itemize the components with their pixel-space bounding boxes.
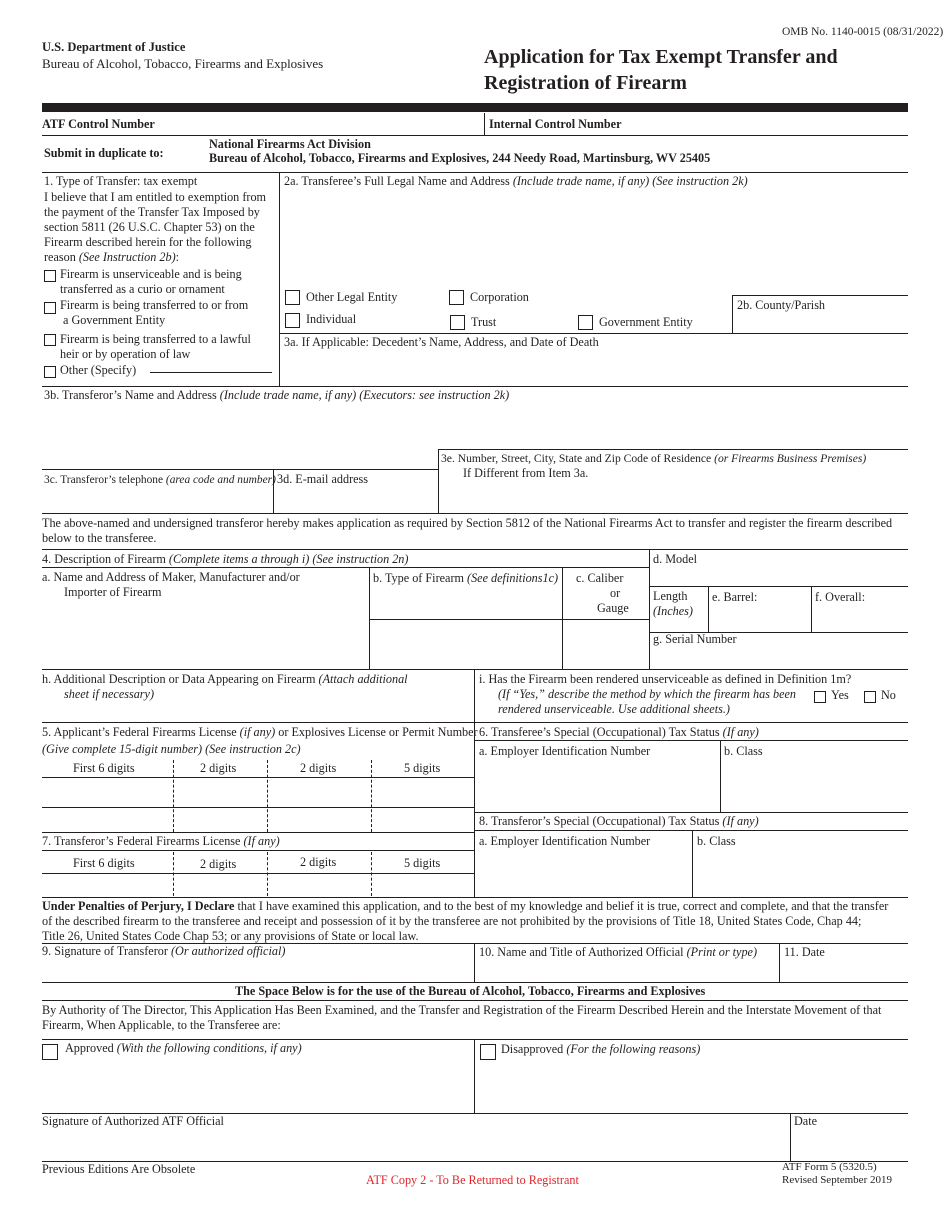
item3d-label: 3d. E-mail address (277, 472, 369, 486)
other-specify-field[interactable] (150, 372, 272, 373)
additional-description-label: h. Additional Description or Data Appearing on Firearm (Attach additional (42, 672, 408, 686)
government-entity-label: Government Entity (599, 315, 693, 329)
opt3-label: Firearm is being transferred to a lawful (60, 332, 251, 346)
trust-label: Trust (471, 315, 497, 329)
item3c-label: 3c. Transferor’s telephone (area code and number) (44, 474, 276, 486)
item6-label: 6. Transferee’s Special (Occupational) Tax Status (If any) (479, 725, 759, 739)
government-transfer-checkbox[interactable] (44, 302, 56, 314)
length-label: Length (653, 589, 688, 603)
individual-checkbox[interactable] (285, 313, 300, 328)
form-title-line2: Registration of Firearm (484, 72, 687, 94)
ffl5-col: 2 digits (200, 761, 237, 775)
item8-ein-label: a. Employer Identification Number (479, 834, 651, 848)
caliber-gauge: Gauge (597, 601, 629, 615)
perjury-statement-3: Title 26, United States Code Chap 53; or any provisions of State or local law. (42, 929, 419, 943)
atf-copy-notice: ATF Copy 2 - To Be Returned to Registrant (366, 1173, 579, 1187)
atf-date-label: Date (794, 1114, 818, 1128)
form-title-line1: Application for Tax Exempt Transfer and (484, 46, 838, 68)
item10-label: 10. Name and Title of Authorized Official (Print or type) (479, 945, 758, 959)
item1-text-5: reason (See Instruction 2b): (44, 250, 180, 264)
item3b-label: 3b. Transferor’s Name and Address (Include trade name, if any) (Executors: see instruction 2k) (44, 388, 510, 402)
item1-label: 1. Type of Transfer: tax exempt (44, 174, 198, 188)
trust-checkbox[interactable] (450, 315, 465, 330)
item1-text-4: Firearm described herein for the following (44, 235, 252, 249)
additional-description-note: sheet if necessary) (64, 687, 155, 701)
opt4-label: Other (Specify) (60, 363, 137, 377)
opt2-label-2: a Government Entity (63, 313, 166, 327)
item1-text: I believe that I am entitled to exemption from (44, 190, 267, 204)
lawful-heir-checkbox[interactable] (44, 334, 56, 346)
declaration-text-2: below to the transferee. (42, 531, 157, 545)
ffl7-col: First 6 digits (73, 856, 135, 870)
item6-ein-label: a. Employer Identification Number (479, 744, 651, 758)
unserviceable-question-3: rendered unserviceable. Use additional sheets.) (498, 702, 730, 716)
item5-note: (Give complete 15-digit number) (See instruction 2c) (42, 742, 301, 756)
other-checkbox[interactable] (44, 366, 56, 378)
item7-label: 7. Transferor’s Federal Firearms License (If any) (42, 834, 280, 848)
length-unit: (Inches) (653, 604, 693, 618)
corporation-label: Corporation (470, 290, 529, 304)
other-legal-entity-checkbox[interactable] (285, 290, 300, 305)
atf-official-signature-label: Signature of Authorized ATF Official (42, 1114, 224, 1128)
item5-label: 5. Applicant’s Federal Firearms License (if any) or Explosives License or Permit Number (42, 725, 478, 739)
no-label: No (881, 688, 896, 702)
caliber-label: c. Caliber (576, 571, 624, 585)
omb-number: OMB No. 1140-0015 (08/31/2022) (782, 26, 944, 38)
disapproved-label: Disapproved (For the following reasons) (501, 1042, 701, 1056)
ffl5-col: First 6 digits (73, 761, 135, 775)
government-entity-checkbox[interactable] (578, 315, 593, 330)
unserviceable-no-checkbox[interactable] (864, 691, 876, 703)
firearm-type-label: b. Type of Firearm (See definitions1c) (373, 571, 559, 585)
unserviceable-question: i. Has the Firearm been rendered unserviceable as defined in Definition 1m? (479, 672, 852, 686)
ffl5-col: 2 digits (300, 761, 337, 775)
nfa-address: Bureau of Alcohol, Tobacco, Firearms and Explosives, 244 Needy Road, Martinsburg, WV 25405 (209, 151, 711, 165)
atf-control-number-label: ATF Control Number (42, 117, 155, 131)
item1-text-2: the payment of the Transfer Tax Imposed by (44, 205, 260, 219)
item9-label: 9. Signature of Transferor (Or authorized official) (42, 944, 286, 958)
revision-date: Revised September 2019 (782, 1174, 892, 1186)
ffl5-col: 5 digits (404, 761, 441, 775)
maker-label: a. Name and Address of Maker, Manufacturer and/or (42, 570, 300, 584)
approved-label: Approved (With the following conditions, if any) (65, 1041, 302, 1055)
opt2-label: Firearm is being transferred to or from (60, 298, 249, 312)
unserviceable-checkbox[interactable] (44, 270, 56, 282)
other-legal-label: Other Legal Entity (306, 290, 398, 304)
ffl7-col: 5 digits (404, 856, 441, 870)
ffl7-col: 2 digits (200, 857, 237, 871)
individual-label: Individual (306, 312, 357, 326)
declaration-text: The above-named and undersigned transferor hereby makes application as required by Section 5812 of the National Firearms Act to transfer and register the firearm described (42, 516, 893, 530)
department-name: U.S. Department of Justice (42, 40, 186, 54)
opt3-label-2: heir or by operation of law (60, 347, 191, 361)
form-number: ATF Form 5 (5320.5) (782, 1161, 877, 1173)
item1-text-3: section 5811 (26 U.S.C. Chapter 53) on the (44, 220, 255, 234)
nfa-division: National Firearms Act Division (209, 137, 371, 151)
header-rule (42, 103, 908, 112)
perjury-statement-2: of the described firearm to the transferee and receipt and possession of it by the transferee are not prohibited by the provisions of Title 18, United States Code, Chap 44; (42, 914, 862, 928)
item2a-label: 2a. Transferee’s Full Legal Name and Address (Include trade name, if any) (See instruction 2k) (284, 174, 748, 188)
submit-label: Submit in duplicate to: (44, 146, 164, 160)
item4-label: 4. Description of Firearm (Complete items a through i) (See instruction 2n) (42, 552, 409, 566)
unserviceable-question-2: (If “Yes,” describe the method by which the firearm has been (498, 687, 796, 701)
approved-checkbox[interactable] (42, 1044, 58, 1060)
opt1-label: Firearm is unserviceable and is being (60, 267, 242, 281)
authority-text-2: Firearm, When Applicable, to the Transferee are: (42, 1018, 281, 1032)
unserviceable-yes-checkbox[interactable] (814, 691, 826, 703)
overall-label: f. Overall: (815, 590, 866, 604)
ffl7-col: 2 digits (300, 855, 337, 869)
item3a-label: 3a. If Applicable: Decedent’s Name, Address, and Date of Death (284, 335, 599, 349)
item3e-label: 3e. Number, Street, City, State and Zip Code of Residence (or Firearms Business Premises) (441, 452, 867, 465)
item6-class-label: b. Class (724, 744, 763, 758)
yes-label: Yes (831, 688, 849, 702)
internal-control-number-label: Internal Control Number (489, 117, 622, 131)
item8-label: 8. Transferor’s Special (Occupational) Tax Status (If any) (479, 814, 759, 828)
serial-number-label: g. Serial Number (653, 632, 737, 646)
barrel-label: e. Barrel: (712, 590, 758, 604)
bureau-name: Bureau of Alcohol, Tobacco, Firearms and Explosives (42, 56, 324, 71)
perjury-statement: Under Penalties of Perjury, I Declare that I have examined this application, and to the best of my knowledge and belief it is true, correct and complete, and that the transfer (42, 899, 889, 913)
disapproved-checkbox[interactable] (480, 1044, 496, 1060)
item11-label: 11. Date (784, 945, 825, 959)
item8-class-label: b. Class (697, 834, 736, 848)
caliber-or: or (610, 586, 621, 600)
model-label: d. Model (653, 552, 698, 566)
atf-use-heading: The Space Below is for the use of the Bureau of Alcohol, Tobacco, Firearms and Explosives (235, 984, 706, 998)
item3e-label-2: If Different from Item 3a. (463, 466, 589, 480)
opt1-label-2: transferred as a curio or ornament (60, 282, 225, 296)
maker-label-2: Importer of Firearm (64, 585, 162, 599)
corporation-checkbox[interactable] (449, 290, 464, 305)
county-parish-label: 2b. County/Parish (737, 298, 826, 312)
previous-editions: Previous Editions Are Obsolete (42, 1162, 196, 1176)
authority-text: By Authority of The Director, This Application Has Been Examined, and the Transfer and Registration of the Firearm Described Herein and the Interstate Movement of that (42, 1003, 882, 1017)
